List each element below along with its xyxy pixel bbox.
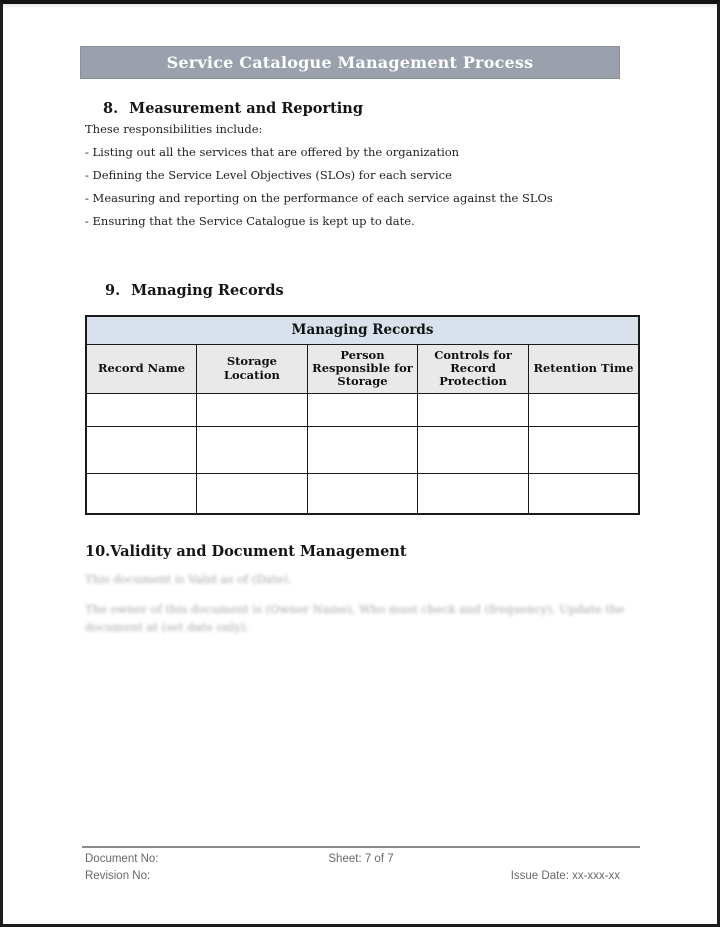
section-8-intro: These responsibilities include: bbox=[85, 122, 263, 136]
bullet-item: - Defining the Service Level Objectives (SLOs) for each service bbox=[85, 168, 452, 182]
bullet-item: - Listing out all the services that are offered by the organization bbox=[85, 145, 460, 159]
table-title-row bbox=[86, 316, 639, 344]
issue-date: Issue Date: xx-xxx-xx bbox=[510, 870, 620, 882]
table-cell bbox=[86, 473, 197, 514]
table-cell bbox=[197, 393, 308, 426]
section-8-body bbox=[85, 124, 630, 239]
table-cell bbox=[418, 393, 529, 426]
section-10-title: Validity and Document Management bbox=[110, 543, 407, 560]
bullet-item: - Ensuring that the Service Catalogue is kept up to date. bbox=[85, 214, 415, 228]
section-9-number: 9. bbox=[105, 282, 121, 299]
managing-records-table bbox=[85, 315, 640, 515]
table-cell bbox=[86, 393, 197, 426]
section-8-title: Measurement and Reporting bbox=[129, 100, 363, 117]
table-cell bbox=[197, 473, 308, 514]
table-header-row bbox=[86, 344, 639, 393]
table-title: Managing Records bbox=[86, 316, 639, 344]
section-10-heading bbox=[85, 543, 407, 560]
table-cell bbox=[528, 426, 639, 473]
table-cell bbox=[528, 473, 639, 514]
table-cell bbox=[307, 393, 418, 426]
section-10-number: 10. bbox=[85, 543, 111, 560]
table-row bbox=[86, 426, 639, 473]
revision-no-label: Revision No: bbox=[85, 870, 151, 882]
section-9-title: Managing Records bbox=[131, 282, 284, 299]
section-9-heading bbox=[105, 282, 284, 299]
document-no-label: Document No: bbox=[85, 853, 159, 865]
table-cell bbox=[307, 473, 418, 514]
table-cell bbox=[528, 393, 639, 426]
column-header-record-name: Record Name bbox=[86, 344, 197, 393]
page-footer bbox=[82, 846, 640, 885]
table-row bbox=[86, 473, 639, 514]
footer-row-2 bbox=[82, 868, 640, 885]
column-header-person-responsible: Person Responsible for Storage bbox=[307, 344, 418, 393]
footer-row-1 bbox=[82, 851, 640, 868]
table-cell bbox=[197, 426, 308, 473]
validity-blurred-line: This document is Valid as of (Date). bbox=[85, 572, 292, 586]
validity-blurred-paragraph: The owner of this document is (Owner Name), Who must check and (frequency), Update the document at (set date only). bbox=[85, 602, 625, 635]
column-header-controls: Controls for Record Protection bbox=[418, 344, 529, 393]
sheet-number: Sheet: 7 of 7 bbox=[328, 853, 394, 865]
table-cell bbox=[307, 426, 418, 473]
section-8-number: 8. bbox=[103, 100, 119, 117]
column-header-retention-time: Retention Time bbox=[528, 344, 639, 393]
title-banner bbox=[80, 46, 620, 79]
page-title: Service Catalogue Management Process bbox=[166, 53, 534, 72]
table-row bbox=[86, 393, 639, 426]
table-cell bbox=[418, 473, 529, 514]
bullet-item: - Measuring and reporting on the performance of each service against the SLOs bbox=[85, 191, 553, 205]
table-cell bbox=[418, 426, 529, 473]
table-cell bbox=[86, 426, 197, 473]
section-8-heading bbox=[103, 100, 363, 117]
column-header-storage-location: Storage Location bbox=[197, 344, 308, 393]
